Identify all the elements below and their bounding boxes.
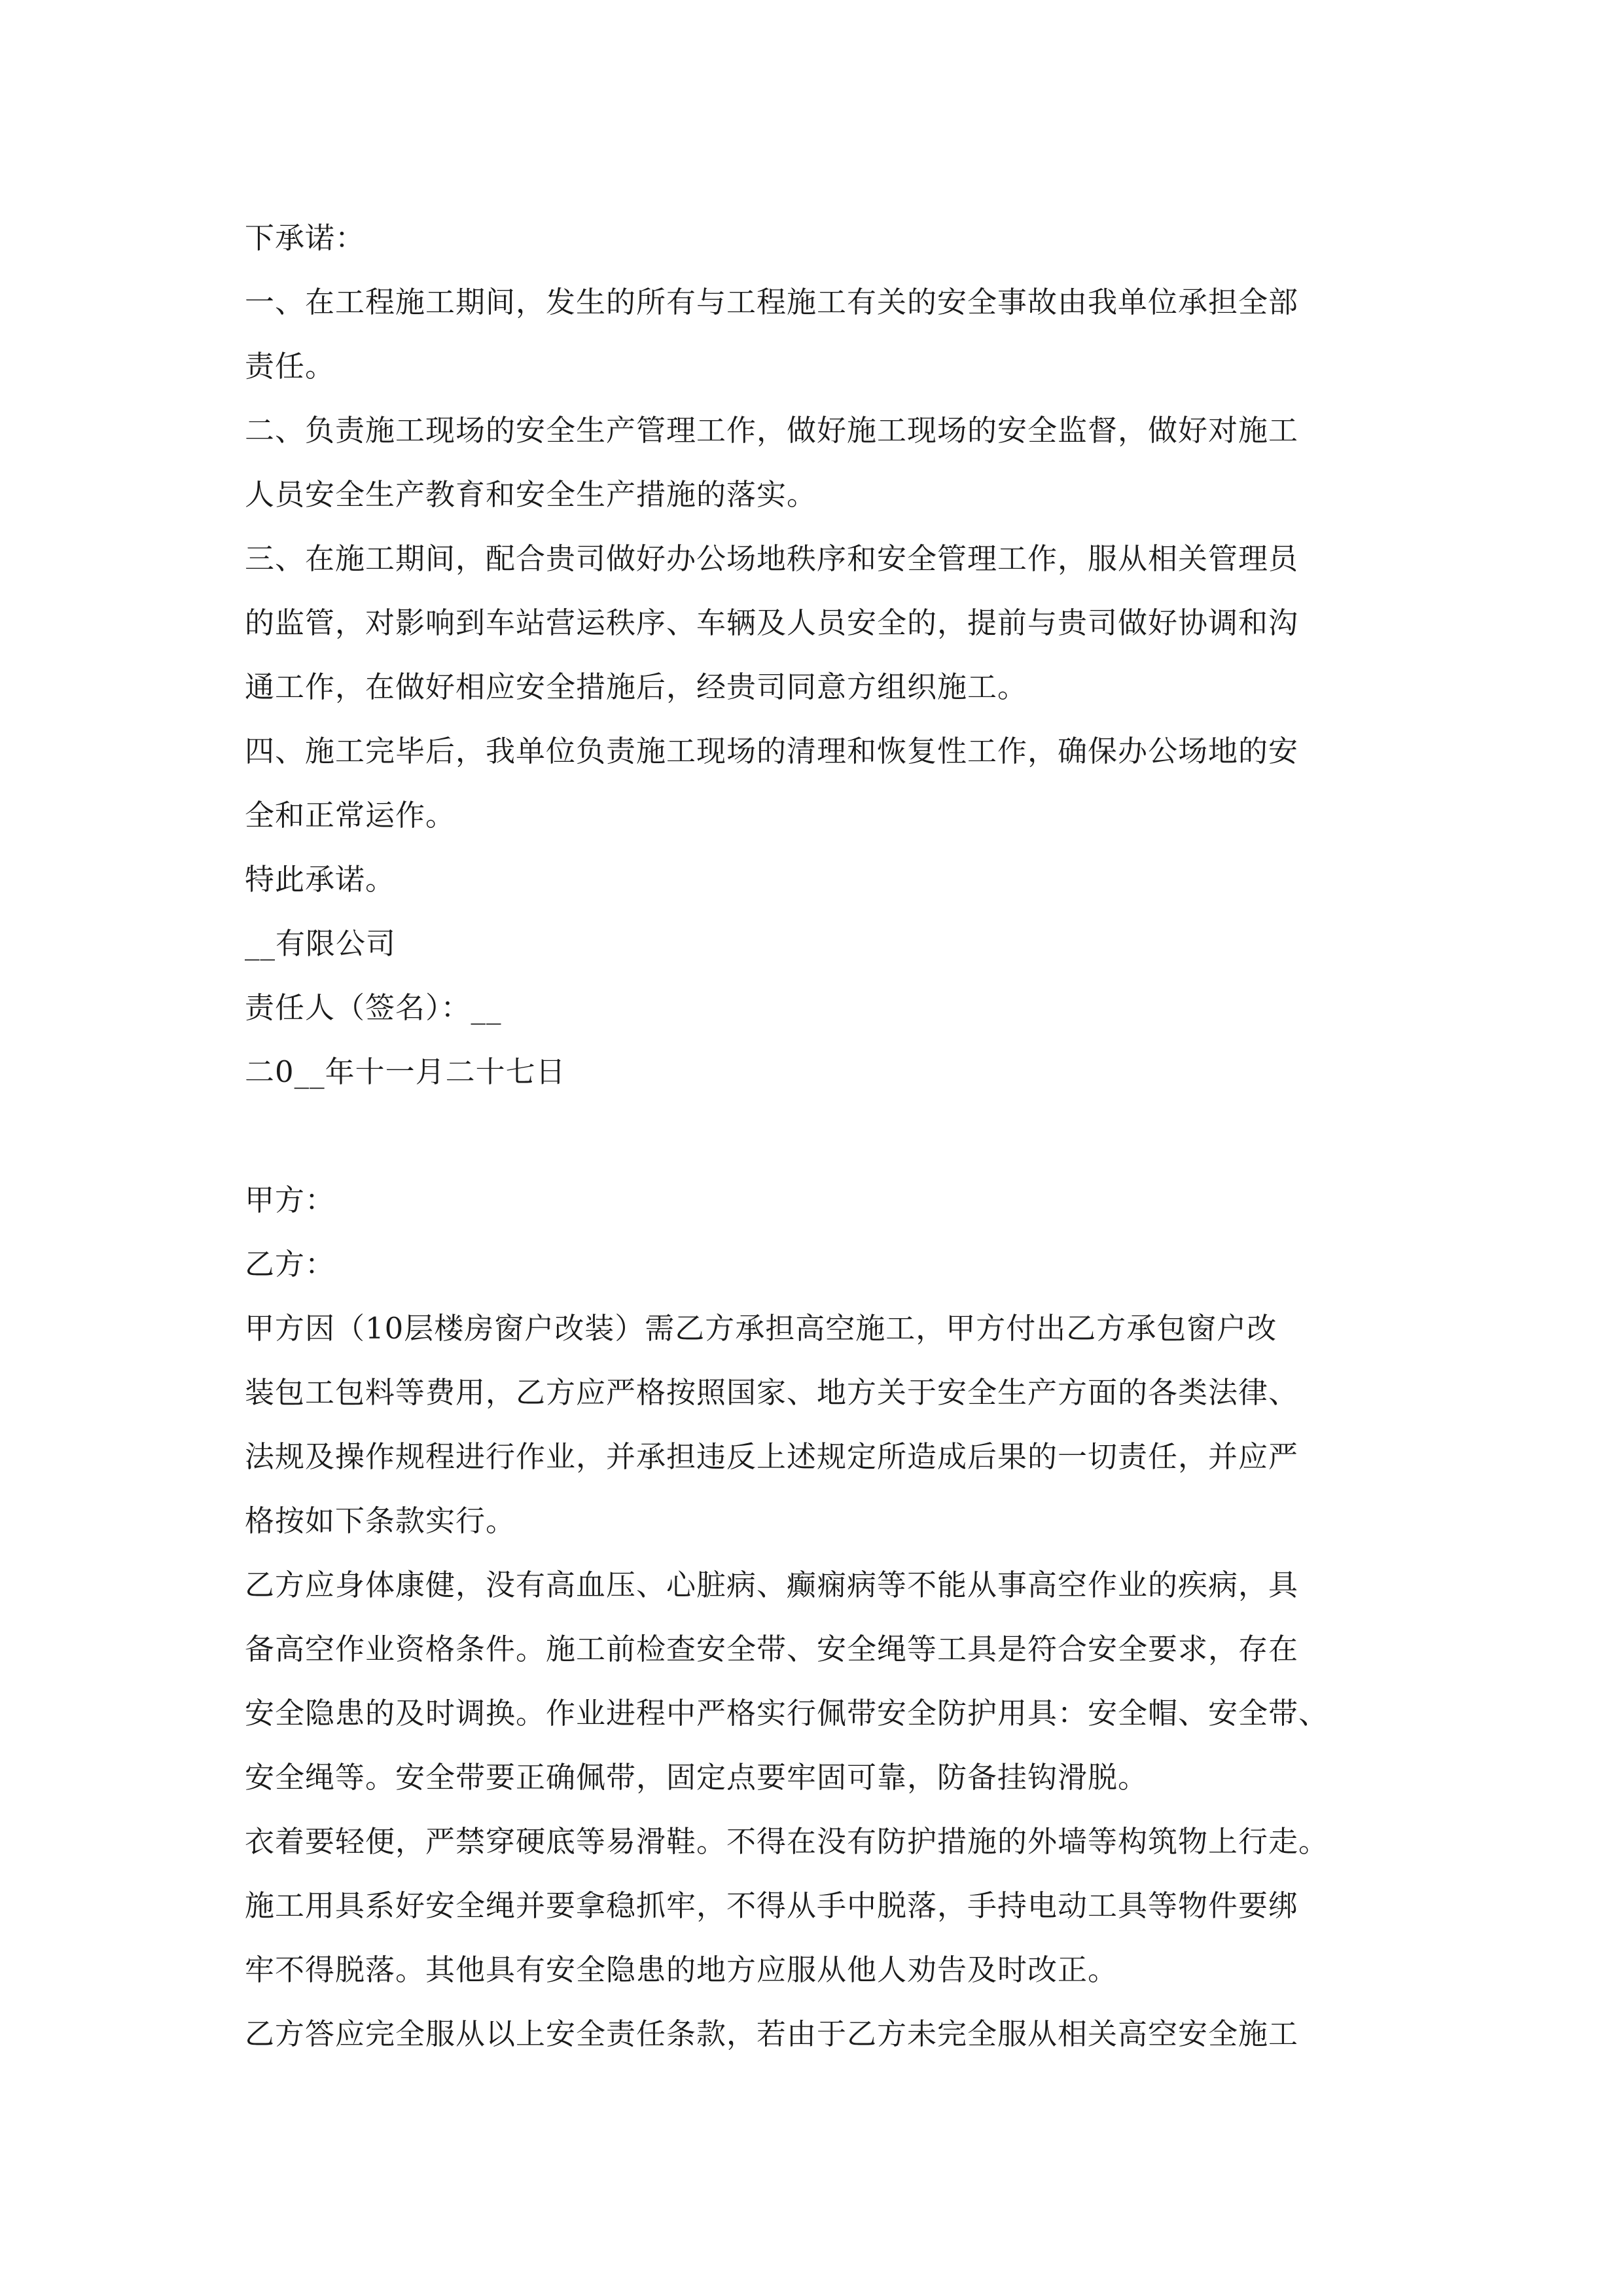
text-line: 全和正常运作。 bbox=[245, 798, 456, 833]
party-a-label: 甲方： bbox=[245, 1183, 336, 1217]
text-line: 乙方应身体康健，没有高血压、心脏病、癫痫病等不能从事高空作业的疾病，具 bbox=[245, 1568, 1299, 1602]
text-line: 二、负责施工现场的安全生产管理工作，做好施工现场的安全监督，做好对施工 bbox=[245, 413, 1299, 448]
text-line: 牢不得脱落。其他具有安全隐患的地方应服从他人劝告及时改正。 bbox=[245, 1952, 1118, 1987]
text-line: 通工作，在做好相应安全措施后，经贵司同意方组织施工。 bbox=[245, 670, 1028, 704]
party-b-label: 乙方： bbox=[245, 1247, 336, 1282]
text-line: 一、在工程施工期间，发生的所有与工程施工有关的安全事故由我单位承担全部 bbox=[245, 285, 1299, 319]
text-line: 格按如下条款实行。 bbox=[245, 1503, 516, 1538]
text-line: 施工用具系好安全绳并要拿稳抓牢，不得从手中脱落，手持电动工具等物件要绑 bbox=[245, 1888, 1299, 1923]
text-line: 责任。 bbox=[245, 349, 336, 384]
text-line: 衣着要轻便，严禁穿硬底等易滑鞋。不得在没有防护措施的外墙等构筑物上行走。 bbox=[245, 1824, 1329, 1859]
text-line: 甲方因（10层楼房窗户改装）需乙方承担高空施工，甲方付出乙方承包窗户改 bbox=[245, 1311, 1277, 1346]
text-line: 四、施工完毕后，我单位负责施工现场的清理和恢复性工作，确保办公场地的安 bbox=[245, 734, 1299, 768]
text-line: 三、在施工期间，配合贵司做好办公场地秩序和安全管理工作，服从相关管理员 bbox=[245, 541, 1299, 576]
text-line: 乙方答应完全服从以上安全责任条款，若由于乙方未完全服从相关高空安全施工 bbox=[245, 2017, 1299, 2051]
closing-statement: 特此承诺。 bbox=[245, 862, 396, 897]
company-name: __有限公司 bbox=[245, 926, 397, 961]
section-spacer bbox=[245, 1104, 1383, 1168]
text-line: 装包工包料等费用，乙方应严格按照国家、地方关于安全生产方面的各类法律、 bbox=[245, 1375, 1299, 1410]
text-line: 下承诺： bbox=[245, 221, 366, 255]
text-line: 安全隐患的及时调换。作业进程中严格实行佩带安全防护用具：安全帽、安全带、 bbox=[245, 1696, 1329, 1731]
text-line: 法规及操作规程进行作业，并承担违反上述规定所造成后果的一切责任，并应严 bbox=[245, 1439, 1299, 1474]
signature-line: 责任人（签名）：__ bbox=[245, 990, 502, 1025]
text-line: 备高空作业资格条件。施工前检查安全带、安全绳等工具是符合安全要求，存在 bbox=[245, 1632, 1299, 1666]
date-line: 二0__年十一月二十七日 bbox=[245, 1054, 566, 1089]
document-body bbox=[245, 206, 1383, 2066]
text-line: 人员安全生产教育和安全生产措施的落实。 bbox=[245, 477, 817, 512]
text-line: 的监管，对影响到车站营运秩序、车辆及人员安全的，提前与贵司做好协调和沟 bbox=[245, 605, 1299, 640]
text-line: 安全绳等。安全带要正确佩带，固定点要牢固可靠，防备挂钩滑脱。 bbox=[245, 1760, 1149, 1795]
